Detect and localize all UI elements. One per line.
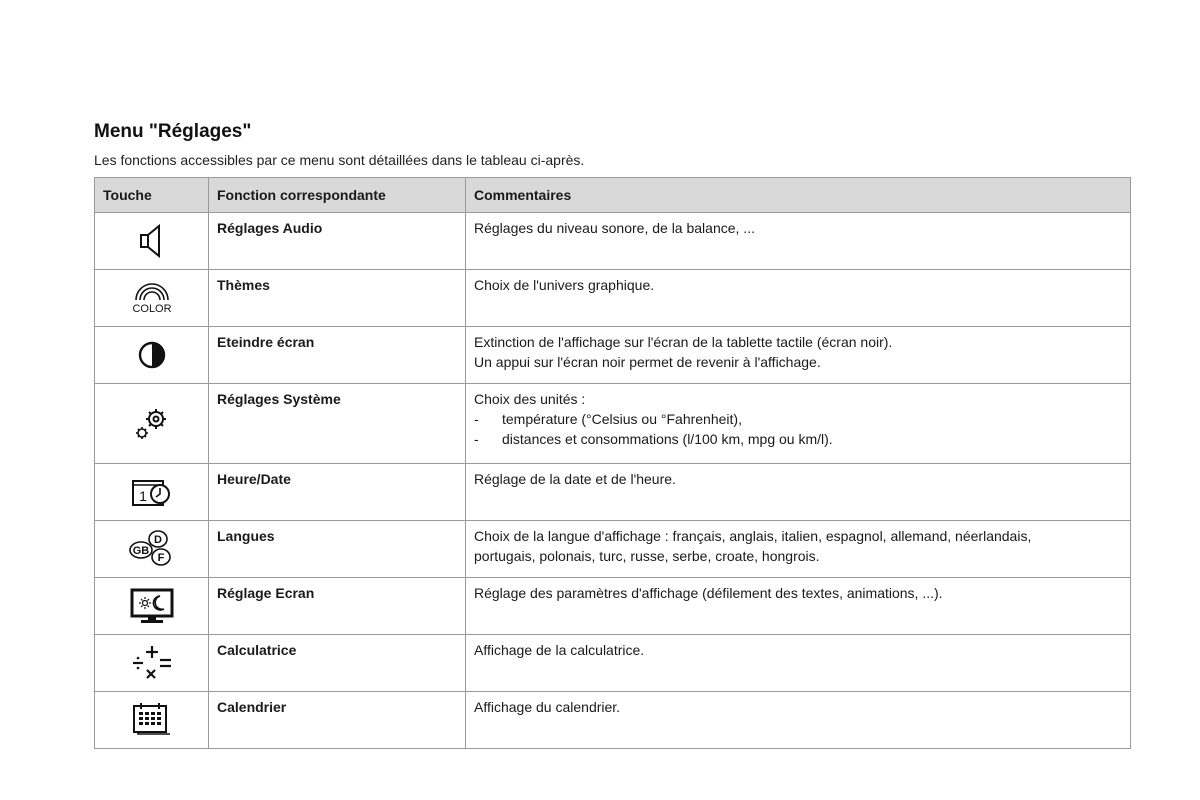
comment-line: Choix des unités : [474,391,586,407]
comment-cell [466,384,1131,464]
comment-cell [466,213,1131,270]
table-row [95,692,1131,749]
function-name: Calendrier [209,692,466,749]
icon-cell [95,521,209,578]
speaker-icon [135,221,169,261]
icon-cell [95,384,209,464]
function-name: Thèmes [209,270,466,327]
comment-cell [466,692,1131,749]
comment-line: Réglage de la date et de l'heure. [474,471,676,487]
comment-cell [466,464,1131,521]
comment-cell [466,635,1131,692]
lang-f: F [157,552,164,564]
table-row [95,270,1131,327]
table-row [95,384,1131,464]
icon-cell [95,270,209,327]
table-row [95,464,1131,521]
list-marker: - [474,411,479,427]
comment-line: Extinction de l'affichage sur l'écran de la tablette tactile (écran noir). [474,334,893,350]
comment-cell [466,578,1131,635]
comment-line: Affichage de la calculatrice. [474,642,645,658]
color-theme-icon [122,278,182,318]
icon-cell [95,464,209,521]
function-name: Eteindre écran [209,327,466,384]
lang-gb: GB [132,545,149,557]
comment-cell [466,521,1131,578]
function-name: Réglages Audio [209,213,466,270]
table-row [95,327,1131,384]
comment-line: Réglages du niveau sonore, de la balance, ... [474,220,755,236]
comment-line: Choix de l'univers graphique. [474,277,655,293]
function-name: Langues [209,521,466,578]
icon-cell [95,327,209,384]
comment-cell [466,270,1131,327]
table-header-row [95,178,1131,213]
table-row [95,213,1131,270]
icon-cell [95,635,209,692]
intro-text: Les fonctions accessibles par ce menu sont détaillées dans le tableau ci-après. [94,152,585,168]
comment-line: Choix de la langue d'affichage : français, anglais, italien, espagnol, allemand, néerlandais, [474,528,1032,544]
color-label: COLOR [131,303,172,315]
list-item: - distances et consommations (l/100 km, mpg ou km/l). [474,431,833,447]
icon-cell [95,213,209,270]
function-name: Heure/Date [209,464,466,521]
table-row [95,635,1131,692]
comment-cell [466,327,1131,384]
icon-cell [95,692,209,749]
calendar-day: 1 [138,488,147,504]
table-row [95,521,1131,578]
comment-line: Affichage du calendrier. [474,699,621,715]
lang-d: D [153,534,162,546]
settings-table [94,177,1131,749]
calendar-icon [130,700,174,740]
header-touche: Touche [95,178,209,213]
list-marker: - [474,431,479,447]
header-commentaires: Commentaires [466,178,1131,213]
header-fonction: Fonction correspondante [209,178,466,213]
function-name: Réglages Système [209,384,466,464]
calculator-icon [127,642,177,684]
comment-line: Un appui sur l'écran noir permet de revenir à l'affichage. [474,354,821,370]
list-item: - température (°Celsius ou °Fahrenheit), [474,411,742,427]
function-name: Calculatrice [209,635,466,692]
comment-line: Réglage des paramètres d'affichage (défilement des textes, animations, ...). [474,585,943,601]
icon-cell [95,578,209,635]
function-name: Réglage Ecran [209,578,466,635]
calendar-clock-icon [130,475,174,509]
gears-icon [132,404,172,444]
half-circle-icon [135,338,169,372]
monitor-sun-moon-icon [128,586,176,626]
comment-line: portugais, polonais, turc, russe, serbe, croate, hongrois. [474,548,820,564]
table-row [95,578,1131,635]
page-title: Menu "Réglages" [94,121,252,142]
language-bubbles-icon [124,528,180,570]
